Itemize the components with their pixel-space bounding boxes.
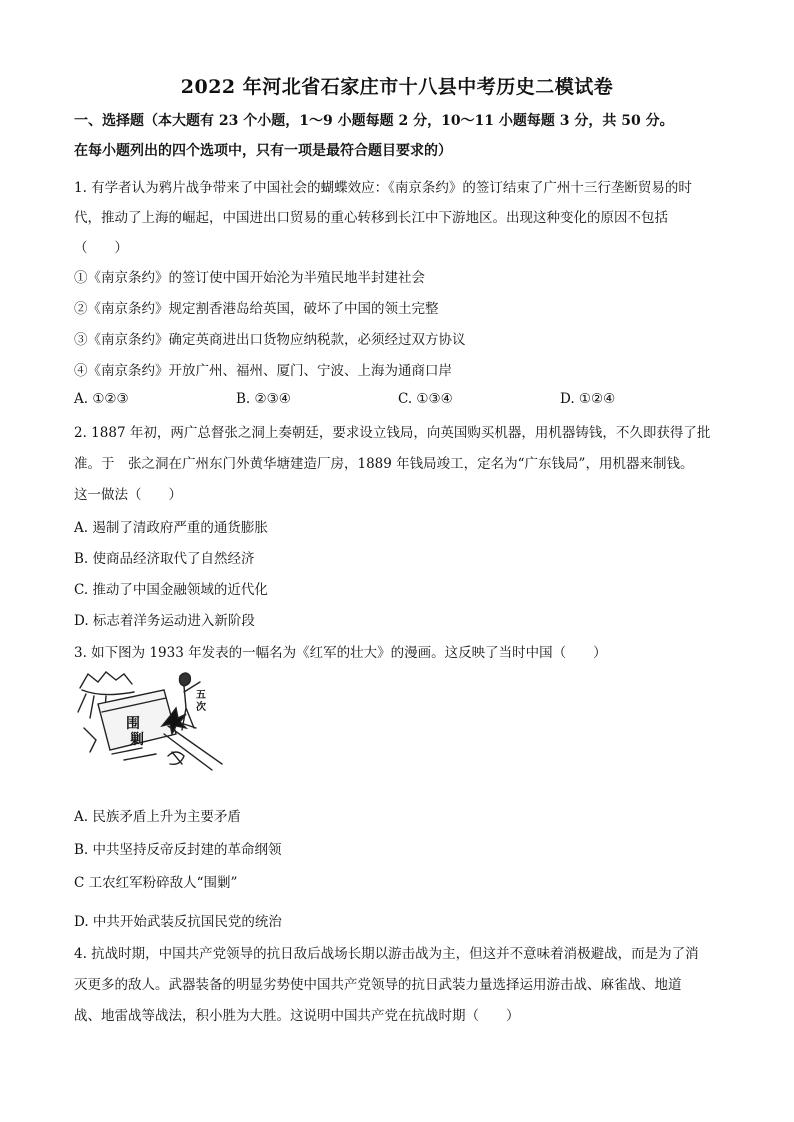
q1-option-b[interactable]: B. ②③④	[236, 391, 291, 407]
q4-stem-line3: 战、地雷战等战法，积小胜为大胜。这说明中国共产党在抗战时期（ ）	[74, 1008, 520, 1024]
q4-stem-line2: 灭更多的敌人。武器装备的明显劣势使中国共产党领导的抗日武装力量选择运用游击战、麻雀战、地道	[74, 977, 682, 993]
q2-option-a[interactable]: A. 遏制了清政府严重的通货膨胀	[74, 520, 268, 536]
q2-stem-line1: 2. 1887 年初，两广总督张之洞上奏朝廷，要求设立钱局，向英国购买机器，用机器铸钱，不久即获得了批	[74, 425, 711, 441]
q3-option-d[interactable]: D. 中共开始武装反抗国民党的统治	[74, 914, 282, 930]
q3-option-a[interactable]: A. 民族矛盾上升为主要矛盾	[74, 809, 241, 825]
q2-option-c[interactable]: C. 推动了中国金融领域的近代化	[74, 582, 268, 598]
cartoon-char-jiao: 剿	[130, 732, 144, 748]
q3-stem-line1: 3. 如下图为 1933 年发表的一幅名为《红军的壮大》的漫画。这反映了当时中国（ ）	[74, 645, 607, 661]
q1-stem-line2: 代，推动了上海的崛起，中国进出口贸易的重心转移到长江中下游地区。出现这种变化的原因不包括	[74, 210, 668, 226]
cartoon-char-wei: 围	[126, 716, 140, 732]
q1-statement-3: ③《南京条约》确定英商进出口货物应纳税款，必须经过双方协议	[74, 332, 466, 348]
q2-option-b[interactable]: B. 使商品经济取代了自然经济	[74, 551, 255, 567]
q2-option-d[interactable]: D. 标志着洋务运动进入新阶段	[74, 613, 255, 629]
section-heading-line2: 在每小题列出的四个选项中，只有一项是最符合题目要求的）	[74, 143, 452, 159]
page-title: 2022 年河北省石家庄市十八县中考历史二模试卷	[180, 76, 614, 98]
q1-option-d[interactable]: D. ①②④	[560, 391, 616, 407]
q4-stem-line1: 4. 抗战时期，中国共产党领导的抗日敌后战场长期以游击战为主，但这并不意味着消极避战，而是为了消	[74, 946, 699, 962]
q1-statement-1: ①《南京条约》的签订使中国开始沦为半殖民地半封建社会	[74, 270, 425, 286]
q3-option-c[interactable]: C 工农红军粉碎敌人“围剿”	[74, 875, 238, 891]
q2-stem-line3: 这一做法（ ）	[74, 487, 182, 503]
cartoon-char-wu: 五	[196, 690, 206, 701]
q1-statement-2: ②《南京条约》规定割香港岛给英国，破坏了中国的领土完整	[74, 301, 439, 317]
q1-option-a[interactable]: A. ①②③	[74, 391, 129, 407]
section-heading-line1: 一、选择题（本大题有 23 个小题，1～9 小题每题 2 分，10～11 小题每题 3 分，共 50 分。	[74, 113, 674, 129]
q1-statement-4: ④《南京条约》开放广州、福州、厦门、宁波、上海为通商口岸	[74, 363, 452, 379]
q2-stem-line2: 准。于 张之洞在广州东门外黄华塘建造厂房，1889 年钱局竣工，定名为“广东钱局”，用机器来制钱。	[74, 456, 694, 472]
q1-stem-line3: （ ）	[74, 240, 128, 256]
cartoon-char-ci: 次	[196, 702, 206, 713]
q1-stem-line1: 1. 有学者认为鸦片战争带来了中国社会的蝴蝶效应：《南京条约》的签订结束了广州十三行垄断贸易的时	[74, 180, 692, 196]
q1-option-c[interactable]: C. ①③④	[398, 391, 453, 407]
red-army-cartoon-image	[72, 668, 228, 774]
q3-option-b[interactable]: B. 中共坚持反帝反封建的革命纲领	[74, 842, 282, 858]
